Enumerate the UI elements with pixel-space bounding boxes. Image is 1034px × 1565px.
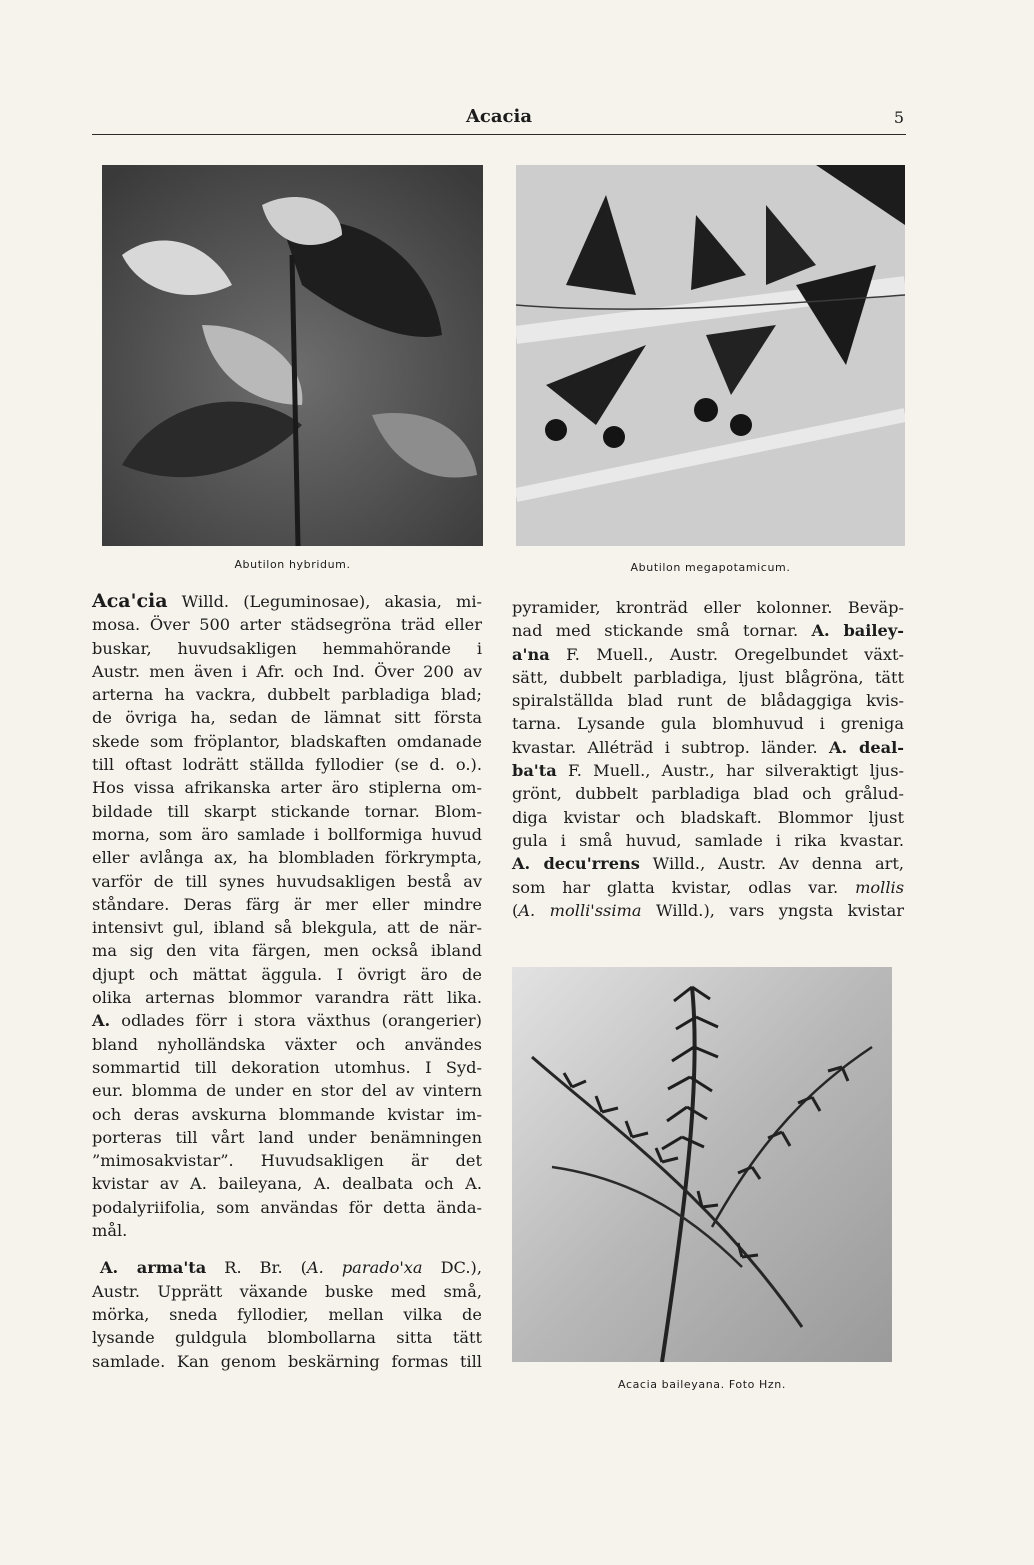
text-line: samlade. Kan genom beskärning formas till: [92, 1351, 482, 1371]
flower-shape: [545, 419, 567, 441]
text-line: sätt, dubbelt parbladiga, ljust blågröna, tätt: [512, 667, 904, 687]
text-line: till oftast lodrätt ställda fyllodier (se d. o.).: [92, 755, 482, 775]
text-line: lysande guldgula blombollarna sitta tätt: [92, 1328, 482, 1348]
text-line: nad med stickande små tornar. A. bailey-: [512, 621, 904, 641]
text-line: A. decu'rrens Willd., Austr. Av denna art,: [512, 854, 904, 874]
text-line: mål.: [92, 1221, 128, 1241]
text-line: A. arma'ta R. Br. (A. parado'xa DC.),: [100, 1258, 482, 1278]
text-line: kvistar av A. baileyana, A. dealbata och A.: [92, 1174, 482, 1194]
text-line: bland nyholländska växter och användes: [92, 1034, 482, 1054]
caption-acacia-baileyana: Acacia baileyana. Foto Hzn.: [618, 1378, 786, 1391]
text-line: Aca'cia Willd. (Leguminosae), akasia, mi-: [92, 590, 482, 612]
text-line: porteras till vårt land under benämningen: [92, 1127, 482, 1147]
text-line: Austr. Upprätt växande buske med små,: [92, 1281, 482, 1301]
text-line: varför de till synes huvudsakligen bestå av: [92, 871, 482, 891]
left-column: [92, 590, 482, 1373]
text-line: djupt och mättat äggula. I övrigt äro de: [92, 964, 482, 984]
text-line: de övriga ha, sedan de lämnat sitt första: [92, 708, 482, 728]
flower-shape: [603, 426, 625, 448]
text-line: eller avlånga ax, ha blombladen förkrympta,: [92, 848, 482, 868]
text-line: buskar, huvudsakligen hemmahörande i: [92, 638, 482, 658]
text-line: eur. blomma de under en stor del av vintern: [92, 1081, 482, 1101]
photo-abutilon-hybridum-image: [102, 165, 483, 546]
text-line: och deras avskurna blommande kvistar im-: [92, 1104, 482, 1124]
flower-shape: [694, 398, 718, 422]
text-line: mosa. Över 500 arter städsegröna träd eller: [92, 615, 482, 635]
caption-abutilon-hybridum: Abutilon hybridum.: [234, 558, 351, 571]
photo-acacia-baileyana: [512, 967, 892, 1362]
text-line: Austr. men även i Afr. och Ind. Över 200 av: [92, 661, 482, 681]
text-line: intensivt gul, ibland så blekgula, att de när-: [92, 918, 482, 938]
right-column: [512, 596, 904, 922]
running-title: Acacia: [465, 106, 533, 127]
text-line: ståndare. Deras färg är mer eller mindre: [92, 894, 482, 914]
text-line: olika arternas blommor varandra rätt lika.: [92, 988, 482, 1008]
text-line: diga kvistar och bladskaft. Blommor ljust: [512, 807, 904, 827]
text-line: ma sig den vita färgen, men också ibland: [92, 941, 482, 961]
text-line: sommartid till dekoration utomhus. I Syd-: [92, 1057, 482, 1077]
text-line: som har glatta kvistar, odlas var. mollis: [512, 877, 904, 897]
text-line: arterna ha vackra, dubbelt parbladiga blad;: [92, 685, 482, 705]
text-line: grönt, dubbelt parbladiga blad och grålud-: [512, 784, 904, 804]
text-line: gula i små huvud, samlade i rika kvastar.: [512, 830, 904, 850]
text-line: pyramider, kronträd eller kolonner. Beväp-: [512, 598, 904, 617]
photo-abutilon-megapotamicum-image: [516, 165, 905, 546]
text-line: bildade till skarpt stickande tornar. Blom-: [92, 801, 482, 821]
paragraph-gap: [92, 1242, 482, 1256]
text-line: mörka, sneda fyllodier, mellan vilka de: [92, 1304, 482, 1324]
text-line: tarna. Lysande gula blomhuvud i greniga: [512, 714, 904, 734]
page-header: [92, 104, 906, 135]
text-line: podalyriifolia, som användas för detta ända-: [92, 1197, 482, 1217]
text-line: ba'ta F. Muell., Austr., har silveraktigt ljus-: [512, 761, 904, 781]
photo-acacia-baileyana-image: [512, 967, 892, 1362]
text-line: A. odlades förr i stora växthus (orangerier): [92, 1011, 482, 1031]
text-line: spiralställda blad runt de blådaggiga kvis-: [512, 691, 904, 711]
page-number: 5: [893, 108, 904, 127]
text-line: morna, som äro samlade i bollformiga huvud: [92, 824, 482, 844]
text-line: skede som fröplantor, bladskaften omdanade: [92, 731, 482, 751]
caption-abutilon-megapotamicum: Abutilon megapotamicum.: [630, 561, 791, 574]
photo-abutilon-megapotamicum: [516, 165, 905, 546]
text-line: (A. molli'ssima Willd.), vars yngsta kvistar: [512, 900, 904, 920]
text-line: a'na F. Muell., Austr. Oregelbundet växt-: [512, 644, 904, 664]
text-line: kvastar. Alléträd i subtrop. länder. A. deal-: [512, 737, 904, 757]
text-line: ”mimosakvistar”. Huvudsakligen är det: [92, 1151, 482, 1171]
photo-abutilon-hybridum: [102, 165, 483, 546]
text-line: Hos vissa afrikanska arter äro stiplerna om-: [92, 778, 482, 798]
flower-shape: [730, 414, 752, 436]
